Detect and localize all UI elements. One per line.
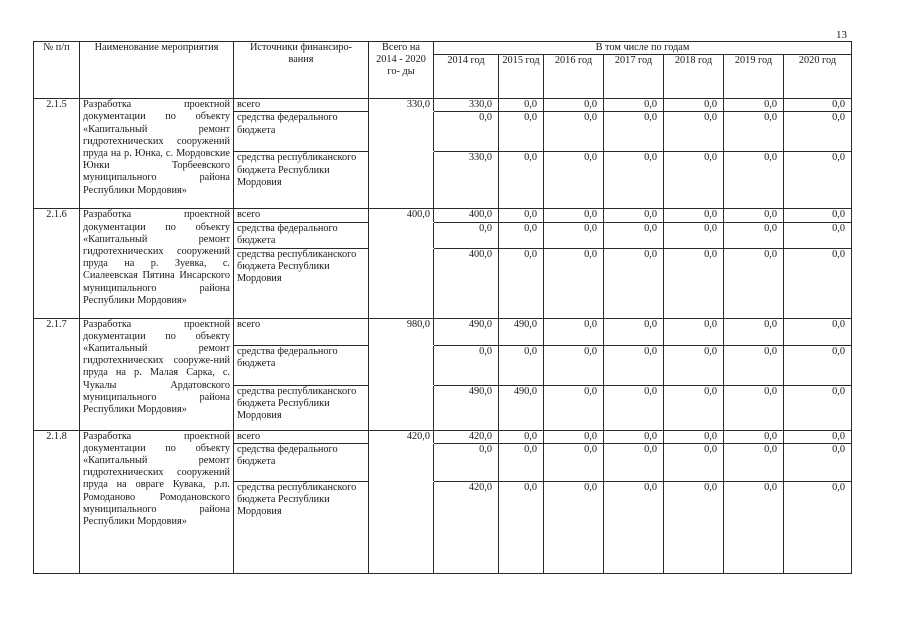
value-cell: 0,0 (664, 430, 724, 443)
source-label: средства федерального бюджета (234, 222, 369, 248)
value-cell: 0,0 (544, 248, 604, 318)
row-number: 2.1.5 (34, 99, 80, 209)
value-cell: 420,0 (434, 481, 499, 573)
value-cell: 0,0 (724, 152, 784, 209)
header-years-group: В том числе по годам (434, 42, 852, 55)
value-cell: 0,0 (664, 112, 724, 152)
value-cell: 0,0 (604, 385, 664, 430)
value-cell: 0,0 (664, 152, 724, 209)
total-value: 980,0 (369, 318, 434, 345)
activity-name: Разработка проектной документации по объекту «Капитальный ремонт гидротехнических сооруже-ний пруда на р. Малая Сарка, с. Чукалы Ардатовского муниципального района Республики Мордовия» (80, 318, 234, 430)
header-year: 2014 год (434, 55, 499, 99)
header-source: Источники финансиро- вания (234, 42, 369, 99)
header-year: 2016 год (544, 55, 604, 99)
value-cell: 0,0 (724, 112, 784, 152)
value-cell: 0,0 (784, 318, 852, 345)
value-cell: 0,0 (664, 222, 724, 248)
value-cell: 0,0 (784, 152, 852, 209)
value-cell: 0,0 (784, 248, 852, 318)
value-cell: 0,0 (664, 248, 724, 318)
value-cell: 0,0 (604, 222, 664, 248)
value-cell: 0,0 (664, 99, 724, 112)
value-cell: 0,0 (434, 443, 499, 481)
value-cell: 0,0 (604, 318, 664, 345)
value-cell: 330,0 (434, 99, 499, 112)
total-blank (369, 443, 434, 481)
value-cell: 0,0 (664, 345, 724, 385)
value-cell: 0,0 (784, 112, 852, 152)
value-cell: 0,0 (434, 112, 499, 152)
value-cell: 0,0 (664, 481, 724, 573)
value-cell: 490,0 (499, 385, 544, 430)
value-cell: 0,0 (434, 345, 499, 385)
value-cell: 0,0 (544, 152, 604, 209)
value-cell: 0,0 (544, 443, 604, 481)
header-num: № п/п (34, 42, 80, 99)
total-value: 400,0 (369, 209, 434, 222)
value-cell: 0,0 (604, 209, 664, 222)
total-blank (369, 222, 434, 248)
activity-name: Разработка проектной документации по объекту «Капитальный ремонт гидротехнических сооружений пруда на р. Зуевка, с. Сиалеевская Пятина Инсарского муниципального района Республики Мордовия» (80, 209, 234, 318)
value-cell: 0,0 (499, 112, 544, 152)
table-row (34, 209, 852, 222)
value-cell: 490,0 (434, 318, 499, 345)
source-label: средства республиканского бюджета Республики Мордовия (234, 248, 369, 318)
header-year: 2019 год (724, 55, 784, 99)
value-cell: 0,0 (784, 443, 852, 481)
value-cell: 0,0 (784, 99, 852, 112)
value-cell: 0,0 (724, 385, 784, 430)
value-cell: 400,0 (434, 209, 499, 222)
value-cell: 0,0 (604, 430, 664, 443)
value-cell: 0,0 (499, 481, 544, 573)
value-cell: 0,0 (604, 481, 664, 573)
row-number: 2.1.6 (34, 209, 80, 318)
value-cell: 0,0 (499, 248, 544, 318)
activity-name: Разработка проектной документации по объекту «Капитальный ремонт гидротехнических сооружений пруда на р. Юнка, с. Мордовские Юнки Торбеевского муниципального района Республики Мордовия» (80, 99, 234, 209)
value-cell: 0,0 (604, 112, 664, 152)
value-cell: 0,0 (664, 318, 724, 345)
row-number: 2.1.8 (34, 430, 80, 573)
header-year: 2017 год (604, 55, 664, 99)
value-cell: 0,0 (724, 345, 784, 385)
value-cell: 0,0 (724, 99, 784, 112)
total-value: 420,0 (369, 430, 434, 443)
table-row (34, 430, 852, 443)
value-cell: 0,0 (784, 385, 852, 430)
value-cell: 0,0 (544, 345, 604, 385)
source-label: средства федерального бюджета (234, 112, 369, 152)
value-cell: 0,0 (544, 385, 604, 430)
value-cell: 0,0 (724, 481, 784, 573)
activity-name: Разработка проектной документации по объекту «Капитальный ремонт гидротехнических сооружений пруда на овраге Кувака, р.п. Ромоданово Ромодановского муниципального района Республики Мордовия» (80, 430, 234, 573)
source-label: всего (234, 430, 369, 443)
value-cell: 0,0 (499, 345, 544, 385)
row-number: 2.1.7 (34, 318, 80, 430)
value-cell: 0,0 (724, 209, 784, 222)
table-row (34, 318, 852, 345)
value-cell: 0,0 (784, 430, 852, 443)
value-cell: 0,0 (724, 443, 784, 481)
value-cell: 0,0 (499, 99, 544, 112)
header-name: Наименование мероприятия (80, 42, 234, 99)
source-label: всего (234, 318, 369, 345)
value-cell: 0,0 (499, 443, 544, 481)
table-row (34, 99, 852, 112)
value-cell: 0,0 (544, 112, 604, 152)
source-label: средства федерального бюджета (234, 443, 369, 481)
value-cell: 0,0 (784, 345, 852, 385)
value-cell: 400,0 (434, 248, 499, 318)
total-value: 330,0 (369, 99, 434, 112)
header-total: Всего на 2014 - 2020 го- ды (369, 42, 434, 99)
value-cell: 0,0 (604, 248, 664, 318)
source-label: всего (234, 209, 369, 222)
value-cell: 0,0 (724, 430, 784, 443)
total-blank (369, 152, 434, 209)
total-blank (369, 481, 434, 573)
value-cell: 0,0 (544, 481, 604, 573)
value-cell: 0,0 (604, 99, 664, 112)
value-cell: 0,0 (544, 430, 604, 443)
value-cell: 0,0 (784, 481, 852, 573)
source-label: средства республиканского бюджета Республики Мордовия (234, 152, 369, 209)
value-cell: 0,0 (664, 443, 724, 481)
value-cell: 0,0 (544, 209, 604, 222)
value-cell: 0,0 (664, 385, 724, 430)
value-cell: 0,0 (604, 345, 664, 385)
value-cell: 0,0 (724, 222, 784, 248)
source-label: средства федерального бюджета (234, 345, 369, 385)
total-blank (369, 385, 434, 430)
value-cell: 0,0 (724, 248, 784, 318)
value-cell: 0,0 (499, 209, 544, 222)
header-year: 2018 год (664, 55, 724, 99)
value-cell: 330,0 (434, 152, 499, 209)
total-blank (369, 248, 434, 318)
value-cell: 0,0 (544, 318, 604, 345)
value-cell: 0,0 (499, 222, 544, 248)
source-label: средства республиканского бюджета Республики Мордовия (234, 481, 369, 573)
value-cell: 0,0 (544, 99, 604, 112)
budget-table (33, 41, 852, 574)
value-cell: 0,0 (604, 443, 664, 481)
source-label: средства республиканского бюджета Республики Мордовия (234, 385, 369, 430)
value-cell: 0,0 (664, 209, 724, 222)
value-cell: 0,0 (499, 430, 544, 443)
value-cell: 0,0 (544, 222, 604, 248)
value-cell: 490,0 (499, 318, 544, 345)
value-cell: 0,0 (604, 152, 664, 209)
value-cell: 0,0 (724, 318, 784, 345)
source-label: всего (234, 99, 369, 112)
page-number: 13 (836, 29, 847, 41)
total-blank (369, 112, 434, 152)
total-blank (369, 345, 434, 385)
value-cell: 420,0 (434, 430, 499, 443)
value-cell: 0,0 (499, 152, 544, 209)
value-cell: 490,0 (434, 385, 499, 430)
header-year: 2020 год (784, 55, 852, 99)
header-year: 2015 год (499, 55, 544, 99)
value-cell: 0,0 (784, 222, 852, 248)
value-cell: 0,0 (434, 222, 499, 248)
value-cell: 0,0 (784, 209, 852, 222)
